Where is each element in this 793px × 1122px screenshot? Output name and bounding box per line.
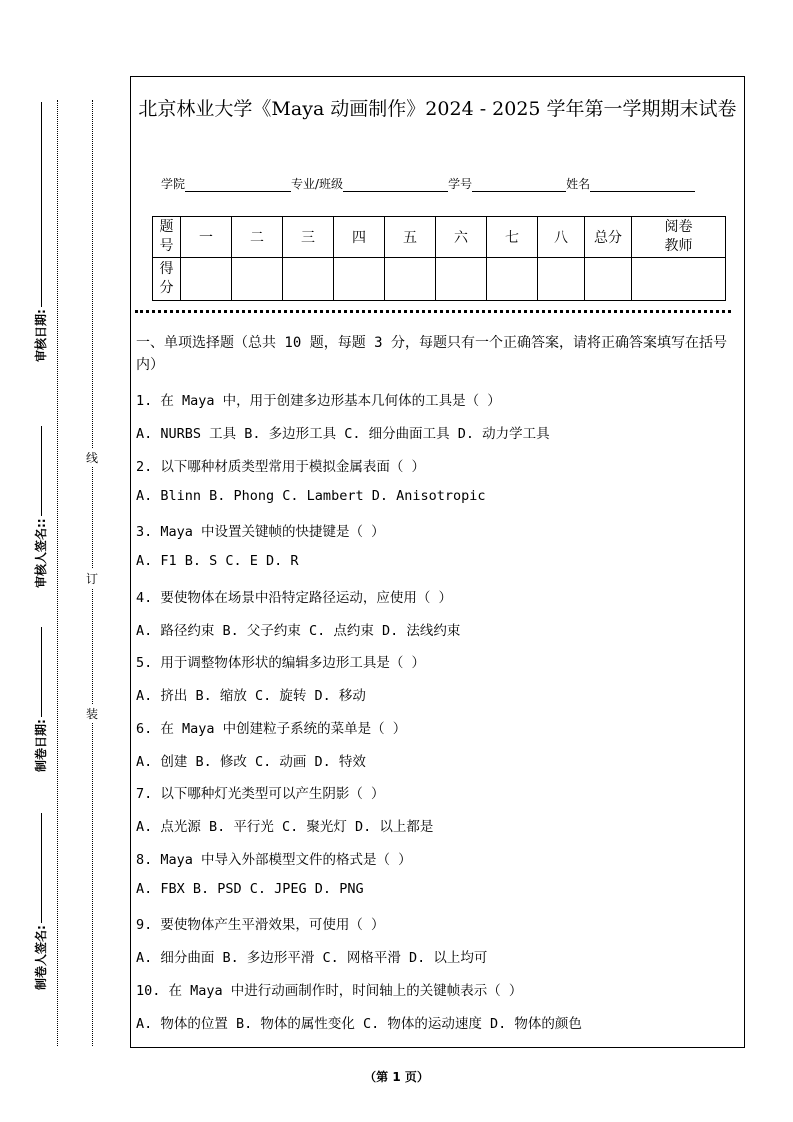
score-cell[interactable] <box>283 258 334 301</box>
question-6-options: A. 创建 B. 修改 C. 动画 D. 特效 <box>136 754 366 770</box>
student-info-row <box>161 175 721 192</box>
binding-mark-bind: 装 <box>86 704 98 723</box>
score-cell[interactable] <box>232 258 283 301</box>
prepare-date-label: 制卷日期: <box>32 627 49 772</box>
question-7-options: A. 点光源 B. 平行光 C. 聚光灯 D. 以上都是 <box>136 819 434 835</box>
score-cell[interactable] <box>436 258 487 301</box>
column-header: 七 <box>487 217 538 258</box>
exam-frame <box>130 76 745 1048</box>
column-header: 八 <box>538 217 585 258</box>
reviewer-signature-label: 审核人签名:: <box>32 426 49 588</box>
score-cell[interactable] <box>538 258 585 301</box>
score-table-header-row <box>153 217 726 258</box>
score-table <box>152 216 726 301</box>
binding-mark-line: 线 <box>86 448 98 467</box>
question-5-options: A. 挤出 B. 缩放 C. 旋转 D. 移动 <box>136 688 366 704</box>
reviewer-signature-blank <box>40 426 42 516</box>
column-header: 一 <box>181 217 232 258</box>
student-id-label: 学号 <box>448 177 473 191</box>
score-cell[interactable] <box>334 258 385 301</box>
question-3: 3. Maya 中设置关键帧的快捷键是（ ） <box>136 524 385 540</box>
binding-mark-staple: 订 <box>86 569 98 588</box>
score-cell[interactable] <box>487 258 538 301</box>
exam-title: 北京林业大学《Maya 动画制作》2024 - 2025 学年第一学期期末试卷 <box>138 98 737 120</box>
page-number: （第 1 页） <box>364 1070 429 1084</box>
college-label: 学院 <box>161 177 186 191</box>
question-2: 2. 以下哪种材质类型常用于模拟金属表面（ ） <box>136 459 426 475</box>
column-header: 二 <box>232 217 283 258</box>
review-date-blank <box>40 102 42 307</box>
question-10: 10. 在 Maya 中进行动画制作时，时间轴上的关键帧表示（ ） <box>136 983 523 999</box>
section-heading: 一、单项选择题（总共 10 题，每题 3 分，每题只有一个正确答案，请将正确答案填写在括号内） <box>136 335 727 373</box>
major-class-label: 专业/班级 <box>291 177 344 191</box>
question-1-options: A. NURBS 工具 B. 多边形工具 C. 细分曲面工具 D. 动力学工具 <box>136 426 550 442</box>
score-label: 得 分 <box>153 258 181 301</box>
column-header: 五 <box>385 217 436 258</box>
question-10-options: A. 物体的位置 B. 物体的属性变化 C. 物体的运动速度 D. 物体的颜色 <box>136 1016 582 1032</box>
name-label: 姓名 <box>566 177 591 191</box>
question-5: 5. 用于调整物体形状的编辑多边形工具是（ ） <box>136 655 426 671</box>
question-8-options: A. FBX B. PSD C. JPEG D. PNG <box>136 881 364 897</box>
score-cell[interactable] <box>385 258 436 301</box>
question-7: 7. 以下哪种灯光类型可以产生阴影（ ） <box>136 786 385 802</box>
reviewer-header: 阅卷 教师 <box>632 217 726 258</box>
column-header: 六 <box>436 217 487 258</box>
review-date-label: 审核日期: <box>32 102 49 362</box>
question-4: 4. 要使物体在场景中沿特定路径运动，应使用（ ） <box>136 590 453 606</box>
separator-dotted-line <box>135 310 731 313</box>
question-6: 6. 在 Maya 中创建粒子系统的菜单是（ ） <box>136 721 407 737</box>
question-2-options: A. Blinn B. Phong C. Lambert D. Anisotropic <box>136 488 486 504</box>
question-4-options: A. 路径约束 B. 父子约束 C. 点约束 D. 法线约束 <box>136 623 461 639</box>
column-header: 三 <box>283 217 334 258</box>
prepare-date-blank <box>40 627 42 717</box>
score-table-score-row <box>153 258 726 301</box>
name-blank[interactable] <box>590 179 695 192</box>
column-header: 四 <box>334 217 385 258</box>
score-cell-total[interactable] <box>585 258 632 301</box>
reviewer-cell[interactable] <box>632 258 726 301</box>
score-cell[interactable] <box>181 258 232 301</box>
question-1: 1. 在 Maya 中，用于创建多边形基本几何体的工具是（ ） <box>136 393 501 409</box>
question-8: 8. Maya 中导入外部模型文件的格式是（ ） <box>136 852 412 868</box>
major-class-blank[interactable] <box>343 179 448 192</box>
question-number-label: 题 号 <box>153 217 181 258</box>
binding-dotted-line-outer <box>57 100 58 1046</box>
preparer-signature-blank <box>40 813 42 923</box>
preparer-signature-label: 制卷人签名: <box>32 813 49 990</box>
question-9: 9. 要使物体产生平滑效果，可使用（ ） <box>136 917 385 933</box>
question-3-options: A. F1 B. S C. E D. R <box>136 553 299 569</box>
student-id-blank[interactable] <box>472 179 566 192</box>
college-blank[interactable] <box>185 179 291 192</box>
question-9-options: A. 细分曲面 B. 多边形平滑 C. 网格平滑 D. 以上均可 <box>136 950 488 966</box>
column-header-total: 总分 <box>585 217 632 258</box>
